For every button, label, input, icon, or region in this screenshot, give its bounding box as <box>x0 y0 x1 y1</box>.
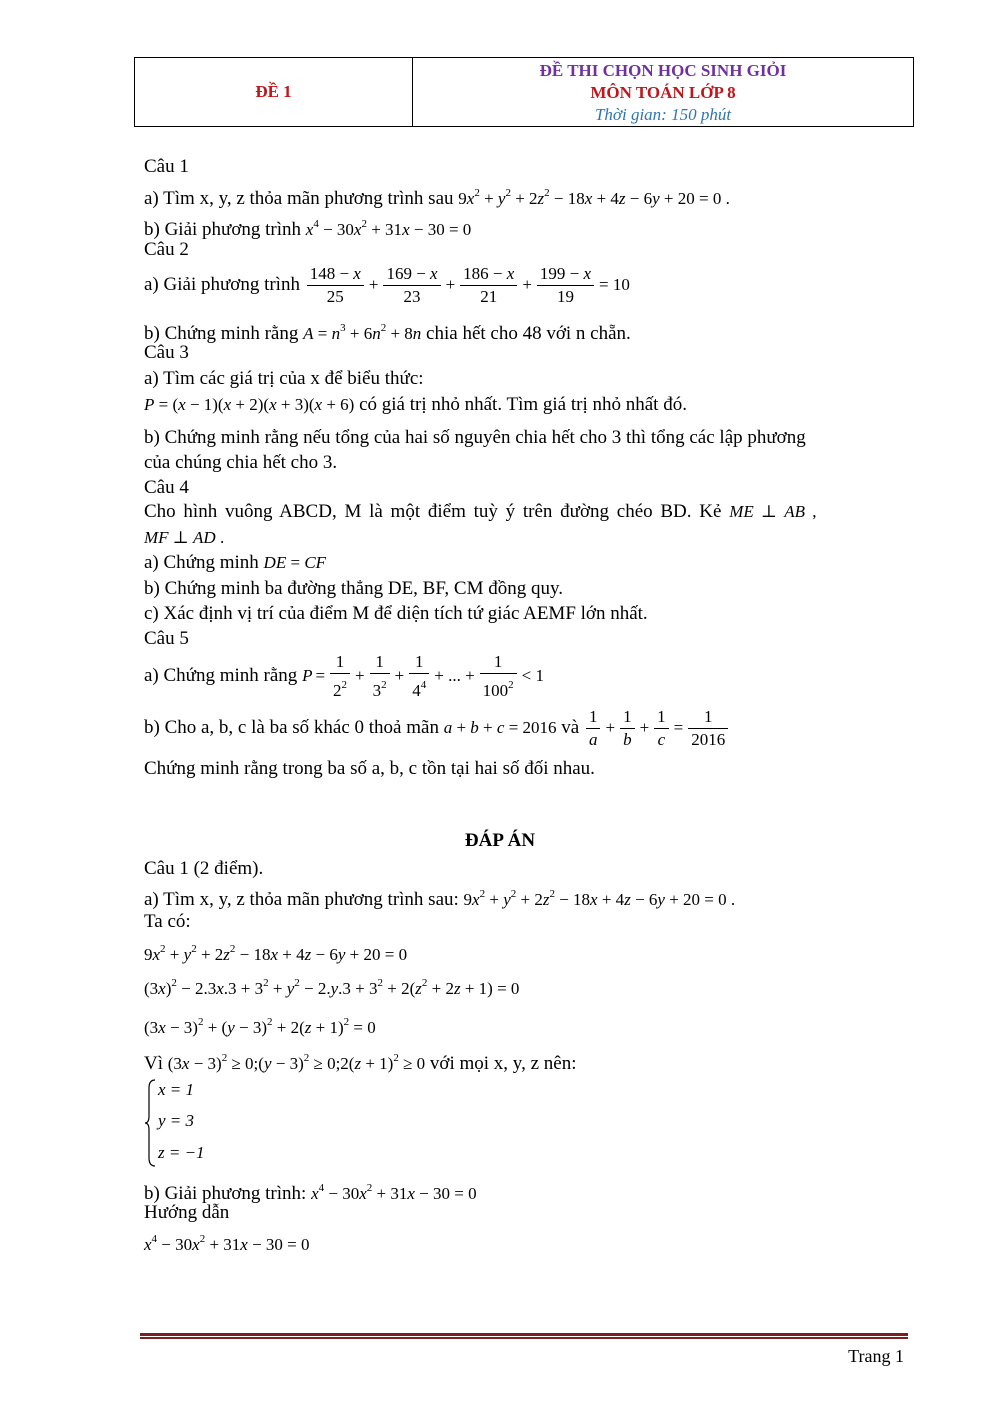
fraction: $\frac{1}{a}$ <box>586 706 601 751</box>
fraction: $\frac{1}{4^4}$ <box>409 651 429 702</box>
q3b-line1: b) Chứng minh rằng nếu tổng của hai số nguyên chia hết cho 3 thì tổng các lập phương <box>144 427 806 448</box>
fraction: $\frac{1}{100^2}$ <box>480 651 517 702</box>
q2b-line <box>144 316 631 346</box>
footer-rule <box>140 1333 908 1341</box>
q3a-text: a) Tìm các giá trị của x để biểu thức: <box>144 368 424 389</box>
header-right-cell <box>413 58 913 126</box>
guide-equation: $x^4 - 30x^2 + 31x - 30 = 0$ <box>144 1233 310 1254</box>
q2a-text: a) Giải phương trình <box>144 274 305 295</box>
q2b-text: b) Chứng minh rằng <box>144 323 304 344</box>
q4-intro: Cho hình vuông ABCD, M là một điểm tuỳ ý trên đường chéo BD. Kẻ <box>144 501 722 522</box>
q2-title: Câu 2 <box>144 239 189 260</box>
q2b-expression: $A = n^3 + 6n^2 + 8n$ <box>303 322 422 343</box>
q3b-line2: của chúng chia hết cho 3. <box>144 452 338 473</box>
answer-q1b-text: b) Giải phương trình: <box>144 1183 312 1204</box>
solution-x: x = 1 <box>158 1080 195 1099</box>
q1b-text: b) Giải phương trình <box>144 219 306 240</box>
fraction: $\frac{148 - x}{25}$ <box>307 263 364 308</box>
fraction: $\frac{1}{b}$ <box>620 706 635 751</box>
q5b-text: b) Cho a, b, c là ba số khác 0 thoả mãn <box>144 717 444 738</box>
q4-title: Câu 4 <box>144 477 189 498</box>
q1b-line <box>144 212 471 242</box>
q5a-line: a) Chứng minh rằng P = $\frac{1}{2^2}$ + $\frac{1}{3^2}$ + $\frac{1}{4^4}$ + ... + $\frac{1}{100^2}$ < 1 <box>144 652 545 700</box>
answer-q1a-text: a) Tìm x, y, z thỏa mãn phương trình sau: <box>144 889 464 910</box>
exam-code: ĐỀ 1 <box>255 82 292 101</box>
page-number: Trang 1 <box>848 1346 904 1366</box>
q4b-text: b) Chứng minh ba đường thẳng DE, BF, CM đồng quy. <box>144 578 563 599</box>
q1a-text: a) Tìm x, y, z thỏa mãn phương trình sau <box>144 188 459 209</box>
header-table <box>134 57 914 127</box>
solution-y: y = 3 <box>158 1111 195 1130</box>
step-2: $(3x)^2 - 2.3x.3 + 3^2 + y^2 - 2.y.3 + 3^2 + 2(z^2 + 2z + 1) = 0$ <box>144 977 520 998</box>
answer-q1a-line <box>144 882 735 912</box>
answer-q1a-equation: $9x^2 + y^2 + 2z^2 - 18x + 4z - 6y + 20 = 0$ . <box>463 888 736 909</box>
fraction: $\frac{1}{2^2}$ <box>330 651 350 702</box>
since-inequalities: $(3x - 3)^2$ ≥ 0;(y − 3)$^2$ ≥ 0;2(z + 1)$^2$ ≥ 0 <box>167 1052 426 1073</box>
answer-q1-title: Câu 1 (2 điểm). <box>144 858 264 879</box>
q5a-text: a) Chứng minh rằng <box>144 664 303 686</box>
brace-icon <box>144 1078 158 1168</box>
q4a-line <box>144 551 326 575</box>
solution-z: z = −1 <box>158 1143 205 1162</box>
q3a-expression: P = (x − 1)(x + 2)(x + 3)(x + 6) <box>144 395 355 414</box>
q4-perp-2: MF ⊥ AD . <box>144 528 225 547</box>
guide: Hướng dẫn <box>144 1202 230 1223</box>
q5-conclusion: Chứng minh rằng trong ba số a, b, c tồn tại hai số đối nhau. <box>144 758 595 779</box>
q4a-equation: DE = CF <box>263 553 327 572</box>
q5b-and: và <box>561 717 584 738</box>
solution-system <box>144 1078 214 1168</box>
q3a-tail: có giá trị nhỏ nhất. Tìm giá trị nhỏ nhất đó. <box>359 394 687 415</box>
since-line <box>144 1046 576 1076</box>
exam-title: ĐỀ THI CHỌN HỌC SINH GIỎI <box>539 61 787 80</box>
exam-duration: Thời gian: 150 phút <box>594 105 732 124</box>
q2b-tail: chia hết cho 48 với n chẵn. <box>426 323 631 344</box>
step-3: $(3x - 3)^2 + (y - 3)^2 + 2(z + 1)^2 = 0$ <box>144 1016 376 1037</box>
we-have: Ta có: <box>144 911 191 932</box>
q1-title: Câu 1 <box>144 156 189 177</box>
q4-perp-line <box>144 526 224 550</box>
q1a-line <box>144 181 730 211</box>
q4c-text: c) Xác định vị trí của điểm M để diện tích tứ giác AEMF lớn nhất. <box>144 603 648 624</box>
q1a-equation: $9x^2 + y^2 + 2z^2 - 18x + 4z - 6y + 20 = 0$ . <box>458 187 730 208</box>
q1b-equation: $x^4 - 30x^2 + 31x - 30 = 0$ <box>305 218 472 239</box>
q4-intro-line <box>144 500 817 524</box>
q5-title: Câu 5 <box>144 628 189 649</box>
since-tail: với mọi x, y, z nên: <box>429 1053 577 1074</box>
fraction: $\frac{169 - x}{23}$ <box>383 263 440 308</box>
q3-title: Câu 3 <box>144 342 189 363</box>
fraction: $\frac{1}{c}$ <box>654 706 669 751</box>
exam-subject: MÔN TOÁN LỚP 8 <box>590 83 736 102</box>
header-left-cell <box>135 58 413 126</box>
q2a-line: a) Giải phương trình $\frac{148 - x}{25}$ + $\frac{169 - x}{23}$ + $\frac{186 - x}{21}$ + $\frac{199 - x}{19}$ = 10 <box>144 264 630 307</box>
q4-perp-1: ME ⊥ AB , <box>729 502 817 521</box>
q5b-line: b) Cho a, b, c là ba số khác 0 thoả mãn a + b + c = 2016 và $\frac{1}{a}$ + $\frac{1}{b}$ + $\frac{1}{c}$ = $\frac{1}{2016}$ <box>144 705 730 751</box>
fraction: $\frac{1}{2016}$ <box>688 706 728 751</box>
fraction: $\frac{186 - x}{21}$ <box>460 263 517 308</box>
fraction: $\frac{1}{3^2}$ <box>370 651 390 702</box>
q4a-text: a) Chứng minh <box>144 552 264 573</box>
answer-heading: ĐÁP ÁN <box>464 830 536 851</box>
q5b-sum: a + b + c = 2016 <box>443 718 557 737</box>
q3a-expression-line <box>144 393 687 417</box>
step-1: $9x^2 + y^2 + 2z^2 - 18x + 4z - 6y + 20 = 0$ <box>144 943 408 964</box>
since-text: Vì <box>144 1053 168 1074</box>
answer-q1b-equation: $x^4 - 30x^2 + 31x - 30 = 0$ <box>311 1182 477 1203</box>
fraction: $\frac{199 - x}{19}$ <box>537 263 594 308</box>
